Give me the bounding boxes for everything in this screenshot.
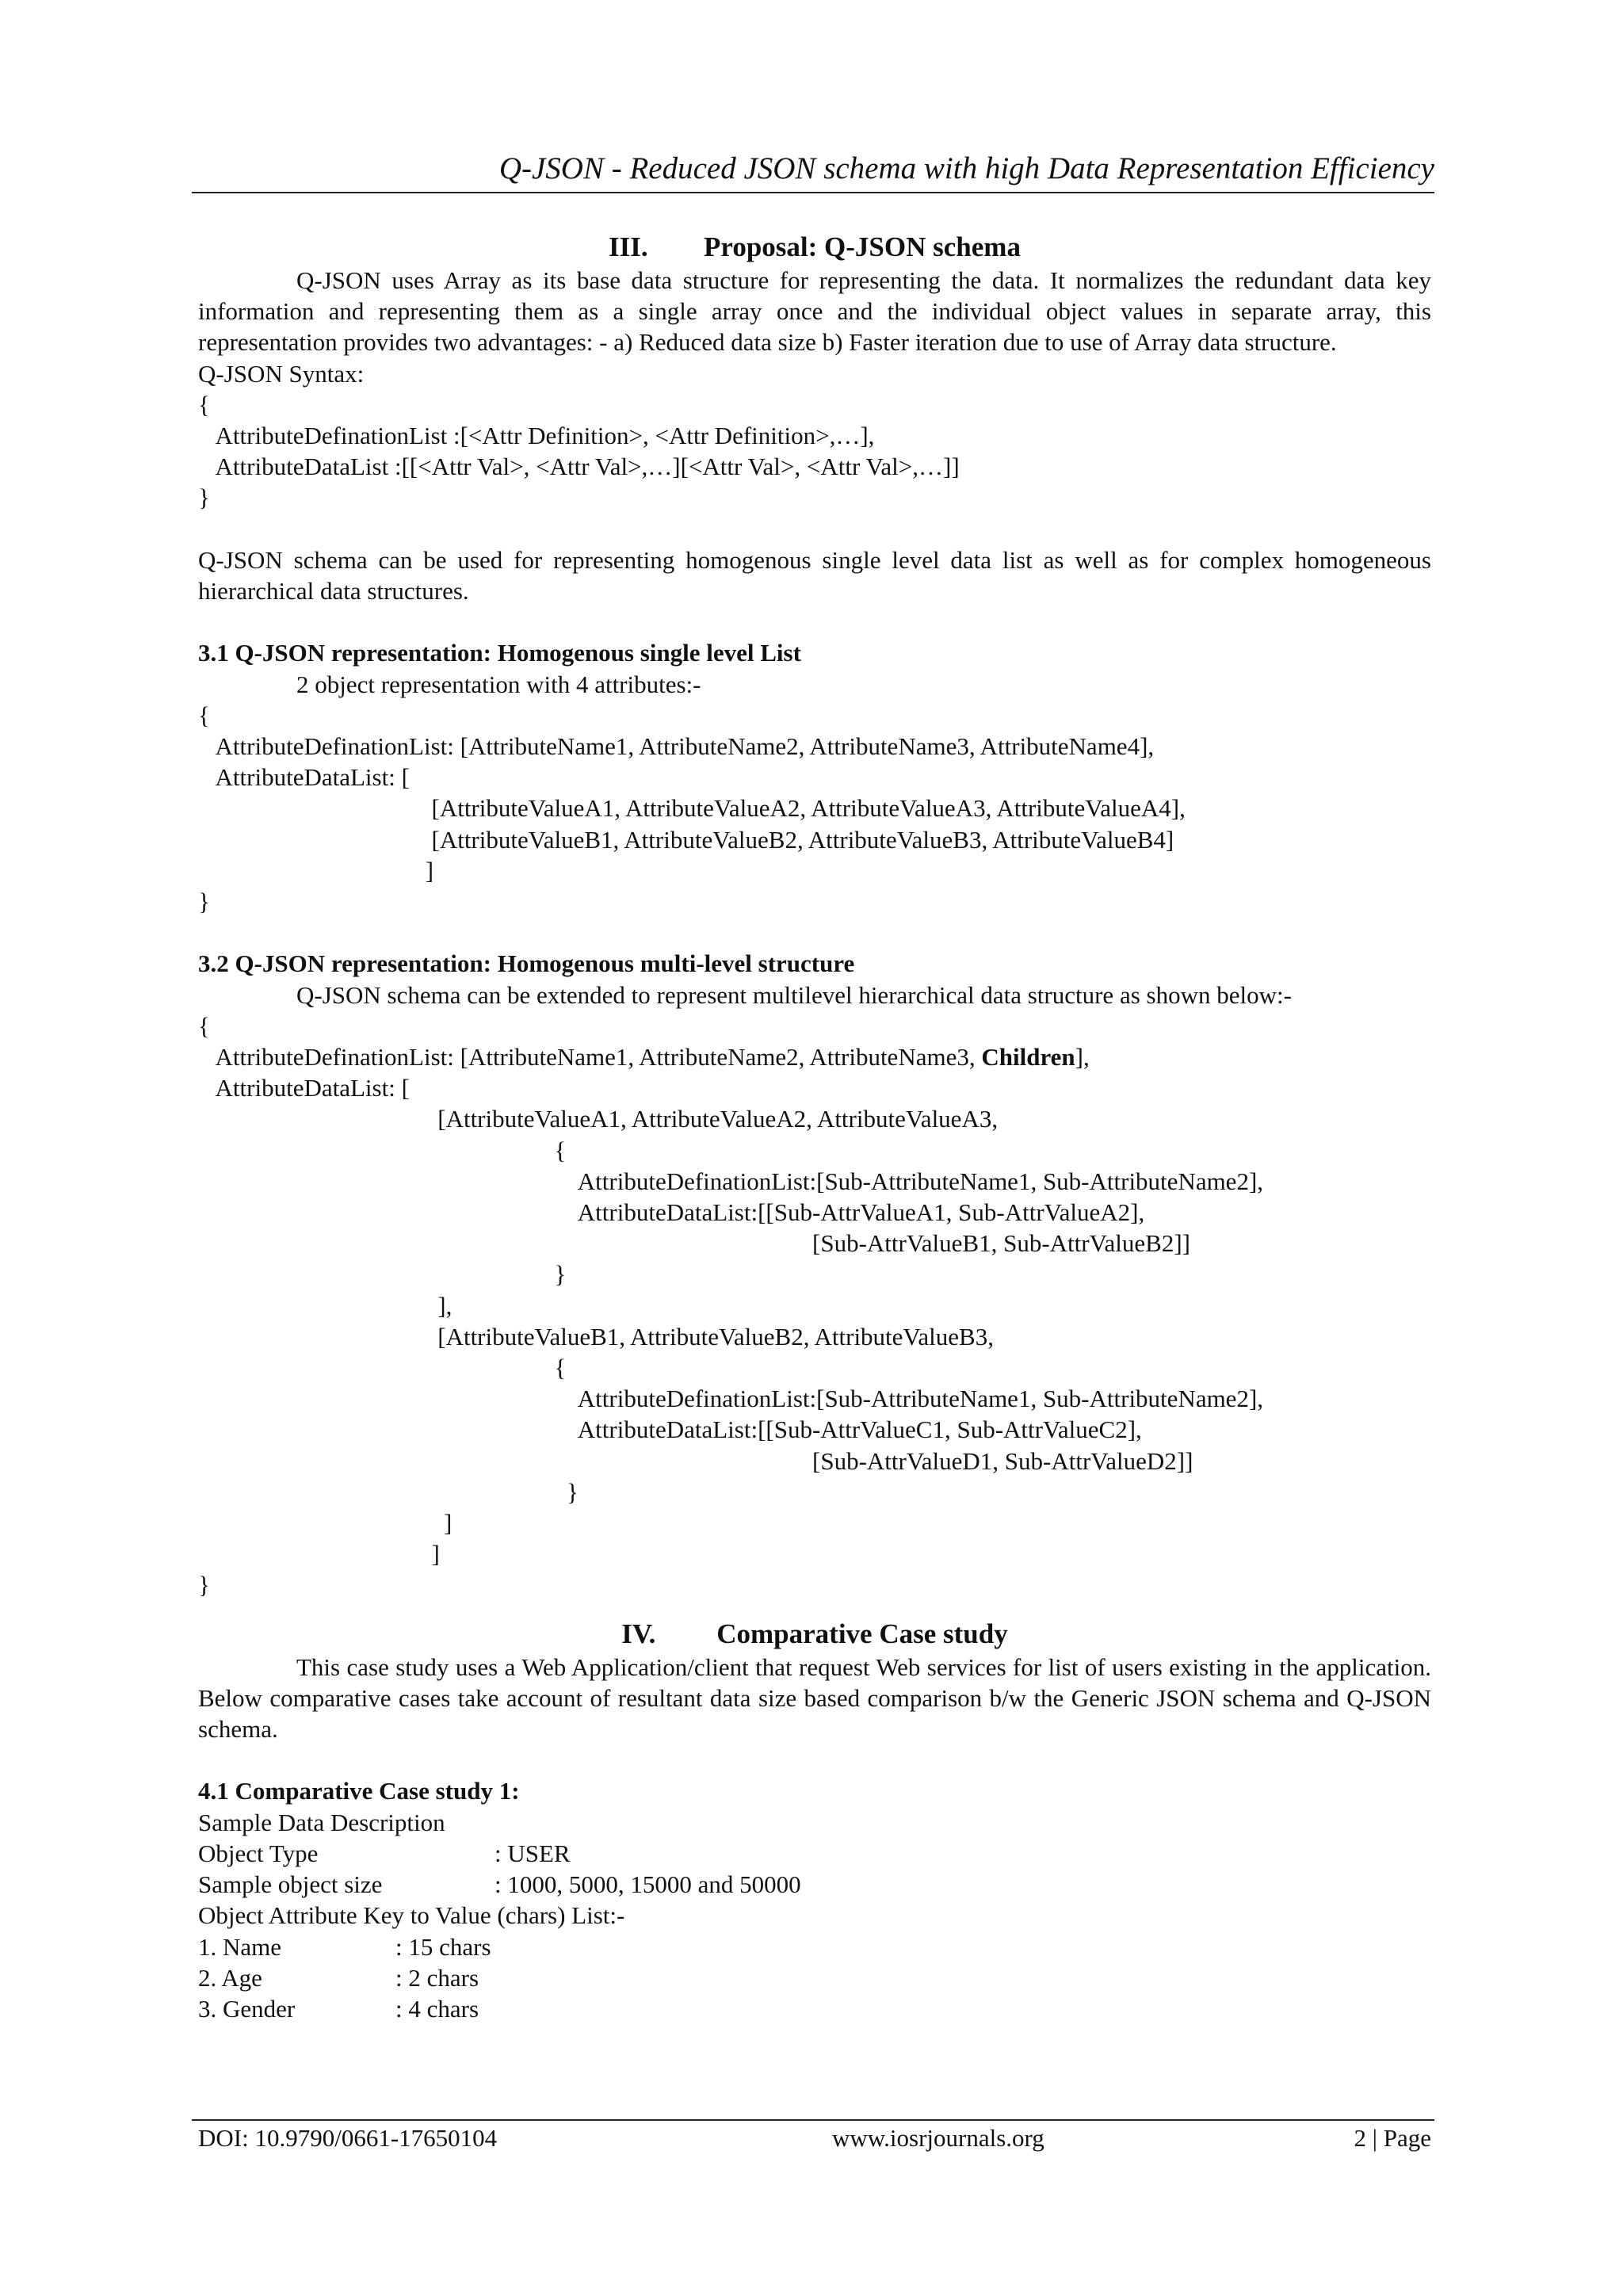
- definition-suffix: ],: [1075, 1043, 1090, 1072]
- section-3-number: III.: [609, 231, 648, 262]
- code-line: ]: [198, 856, 434, 884]
- object-type-value: : USER: [495, 1839, 571, 1867]
- code-line: }: [198, 888, 210, 916]
- spacer: [198, 1744, 1431, 1775]
- object-type-row: [198, 1838, 1431, 1869]
- code-line: {: [198, 1136, 567, 1164]
- code-line: [AttributeValueA1, AttributeValueA2, AttributeValueA3,: [198, 1105, 999, 1133]
- code-line: [AttributeValueB1, AttributeValueB2, AttributeValueB3, AttributeValueB4]: [198, 825, 1174, 854]
- attribute-value: : 4 chars: [395, 1994, 479, 2023]
- sample-size-label: Sample object size: [198, 1870, 383, 1899]
- attribute-value: : 2 chars: [395, 1963, 479, 1992]
- footer-doi: DOI: 10.9790/0661-17650104: [198, 2124, 498, 2152]
- section-3-heading: [198, 230, 1431, 265]
- code-line: [Sub-AttrValueB1, Sub-AttrValueB2]]: [198, 1229, 1190, 1258]
- section-3-intro: Q-JSON uses Array as its base data structure for representing the data. It normalizes the redundant data key information and representing them as a single array once and the individual object values in separate array, this representation provides two advantages: - a) Reduced data size b) Faster iteration due to use of Array data structure.: [198, 266, 1431, 357]
- children-keyword: Children: [981, 1043, 1075, 1072]
- header-rule: [192, 192, 1434, 193]
- section-4-intro: This case study uses a Web Application/client that request Web services for list of users existing in the application. Below comparative cases take account of resultant data size based comparison b/w the Generic JSON schema and Q-JSON schema.: [198, 1652, 1431, 1744]
- code-line: AttributeDefinationList:[Sub-AttributeName1, Sub-AttributeName2],: [198, 1167, 1264, 1195]
- attribute-name: 2. Age: [198, 1963, 262, 1992]
- syntax-line: {: [198, 390, 210, 418]
- spacer: [198, 514, 1431, 544]
- code-line: {: [198, 701, 210, 729]
- sample-description: Sample Data Description: [198, 1808, 445, 1836]
- code-line: }: [198, 1477, 579, 1506]
- attribute-name: 1. Name: [198, 1932, 282, 1961]
- code-line: AttributeDataList:[[Sub-AttrValueC1, Sub-AttrValueC2],: [198, 1415, 1142, 1444]
- page-body: [198, 230, 1431, 2024]
- attribute-row: [198, 1993, 1431, 2024]
- code-line: AttributeDataList: [: [198, 763, 410, 792]
- syntax-line: AttributeDefinationList :[<Attr Definition>, <Attr Definition>,…],: [198, 422, 875, 450]
- syntax-line: }: [198, 483, 210, 512]
- footer-rule: [192, 2119, 1434, 2121]
- section-3-2-title: 3.2 Q-JSON representation: Homogenous multi-level structure: [198, 949, 855, 978]
- code-line: AttributeDefinationList:[Sub-AttributeName1, Sub-AttributeName2],: [198, 1385, 1264, 1413]
- code-line: [Sub-AttrValueD1, Sub-AttrValueD2]]: [198, 1446, 1193, 1475]
- code-line: {: [198, 1354, 567, 1382]
- code-line-definition: [198, 1041, 1431, 1072]
- section-4-title: Comparative Case study: [716, 1618, 1008, 1649]
- code-line: AttributeDataList: [: [198, 1074, 410, 1102]
- attribute-row: [198, 1931, 1431, 1962]
- spacer: [198, 606, 1431, 637]
- code-line: }: [198, 1260, 567, 1289]
- syntax-line: AttributeDataList :[[<Attr Val>, <Attr Val>,…][<Attr Val>, <Attr Val>,…]]: [198, 453, 960, 481]
- definition-prefix: AttributeDefinationList: [AttributeName1, AttributeName2, AttributeName3,: [198, 1043, 982, 1072]
- code-line: ],: [198, 1291, 453, 1320]
- section-3-usage: Q-JSON schema can be used for representing homogenous single level data list as well as for complex homogeneous hierarchical data structures.: [198, 545, 1431, 606]
- syntax-label: Q-JSON Syntax:: [198, 359, 365, 388]
- section-4-number: IV.: [621, 1618, 656, 1649]
- section-4-heading: [198, 1617, 1431, 1652]
- section-3-1-intro: 2 object representation with 4 attributes:-: [296, 670, 701, 698]
- attribute-value: : 15 chars: [395, 1932, 491, 1961]
- running-header: Q-JSON - Reduced JSON schema with high Data Representation Efficiency: [498, 151, 1434, 185]
- code-line: AttributeDefinationList: [AttributeName1, AttributeName2, AttributeName3, AttributeName4],: [198, 732, 1155, 761]
- sample-size-value: : 1000, 5000, 15000 and 50000: [495, 1870, 801, 1899]
- object-type-label: Object Type: [198, 1839, 319, 1867]
- footer-site-link[interactable]: www.iosrjournals.org: [832, 2124, 1044, 2152]
- section-3-2-intro: Q-JSON schema can be extended to represent multilevel hierarchical data structure as shown below:-: [296, 980, 1292, 1009]
- code-line: AttributeDataList:[[Sub-AttrValueA1, Sub-AttrValueA2],: [198, 1198, 1145, 1227]
- code-line: ]: [198, 1540, 440, 1568]
- code-line: }: [198, 1571, 210, 1599]
- code-line: ]: [198, 1509, 453, 1538]
- attribute-name: 3. Gender: [198, 1994, 296, 2023]
- spacer: [198, 917, 1431, 948]
- section-4-1-title: 4.1 Comparative Case study 1:: [198, 1777, 520, 1805]
- section-3-title: Proposal: Q-JSON schema: [704, 231, 1021, 262]
- attribute-row: [198, 1962, 1431, 1993]
- spacer: [198, 1601, 1431, 1617]
- code-line: [AttributeValueA1, AttributeValueA2, AttributeValueA3, AttributeValueA4],: [198, 794, 1186, 823]
- attribute-list-label: Object Attribute Key to Value (chars) List:-: [198, 1901, 625, 1930]
- code-line: {: [198, 1011, 210, 1040]
- sample-size-row: [198, 1869, 1431, 1900]
- section-3-1-title: 3.1 Q-JSON representation: Homogenous single level List: [198, 639, 801, 667]
- footer-page-number: 2 | Page: [1354, 2124, 1431, 2152]
- code-line: [AttributeValueB1, AttributeValueB2, AttributeValueB3,: [198, 1322, 994, 1350]
